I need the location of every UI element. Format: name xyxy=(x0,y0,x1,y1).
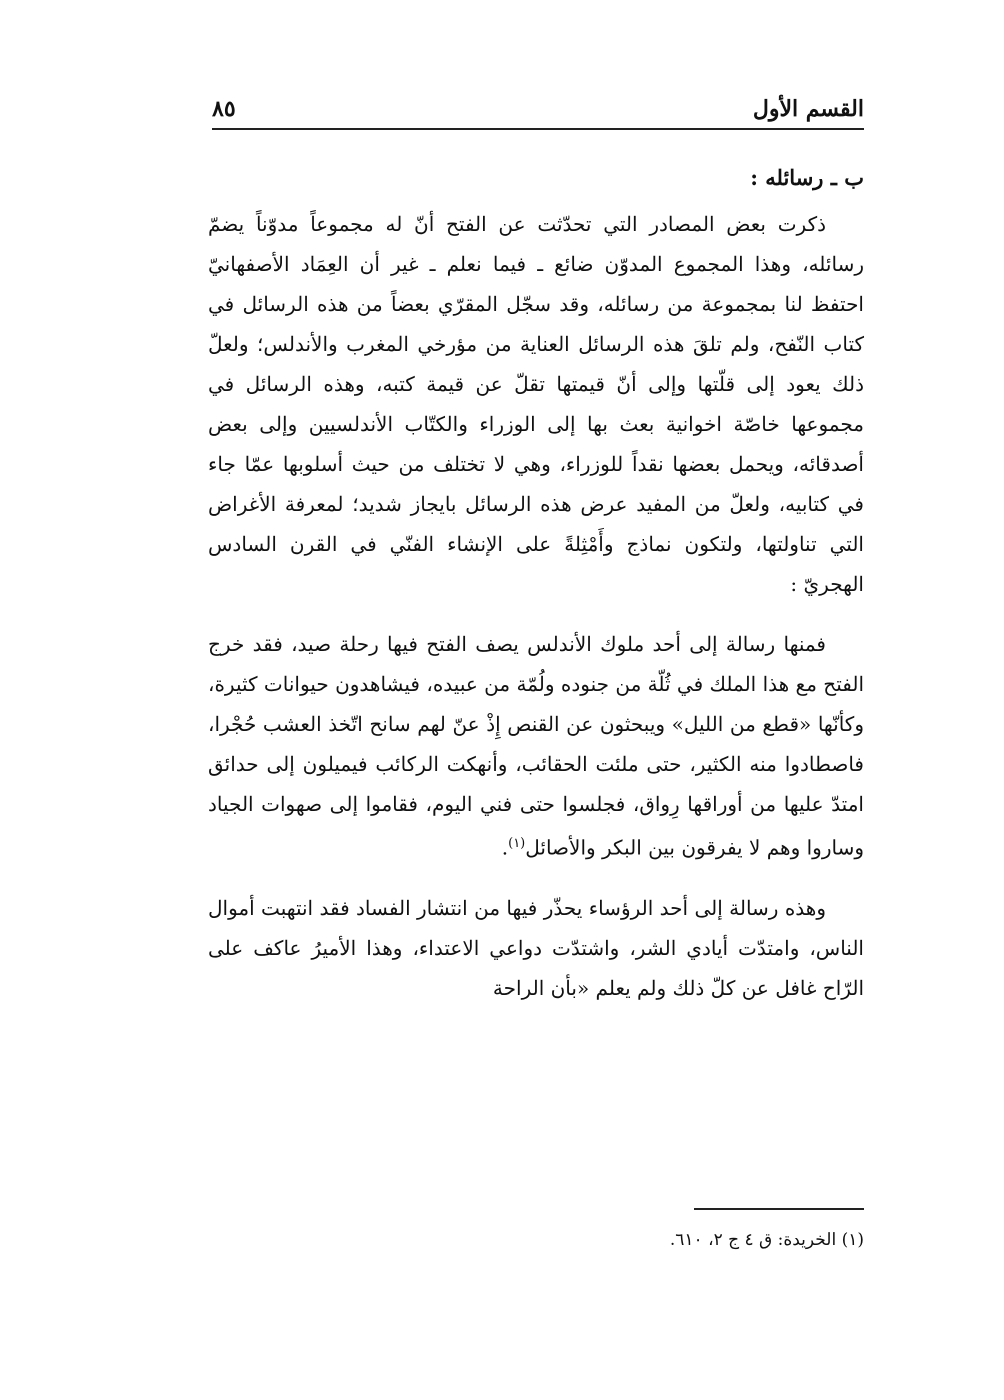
footnote-divider xyxy=(694,1208,864,1210)
page-number: ٨٥ xyxy=(212,96,236,122)
paragraph-2 xyxy=(208,624,864,868)
paragraph-2-text: فمنها رسالة إلى أحد ملوك الأندلس يصف الفتح فيها رحلة صيد، فقد خرج الفتح مع هذا الملك في ثُلّة من جنوده ولُمّة من عبيده، فيشاهدون حيوانات كثيرة، وكأنّها «قطع من الليل» ويبحثون عن القنص إِذْ عنّ لهم سانح اتّخذ العشب حُجْرا، فاصطادوا منه الكثير، حتى ملئت الحقائب، وأنهكت الركائب فيميلون إلى حدائق امتدّ عليها من أوراقها رِواق، فجلسوا حتى فني اليوم، فقاموا إلى صهوات الجياد وساروا وهم لا يفرقون بين البكر والأصائل xyxy=(208,632,864,860)
paragraph-2-end: . xyxy=(501,835,509,860)
paragraph-3: وهذه رسالة إلى أحد الرؤساء يحذّر فيها من انتشار الفساد فقد انتهبت أموال الناس، وامتدّت أيادي الشر، واشتدّت دواعي الاعتداء، وهذا الأميرُ عاكف على الرّاح غافل عن كلّ ذلك ولم يعلم «بأن الراحة xyxy=(208,895,864,1000)
footnote-reference: (١) xyxy=(508,836,526,851)
main-text xyxy=(208,158,864,1028)
section-heading: ب ـ رسائله : xyxy=(750,165,864,190)
running-title: القسم الأول xyxy=(752,96,864,122)
page-header xyxy=(212,88,864,130)
footnote: (١) الخريدة: ق ٤ ج ٢، ٦١٠. xyxy=(669,1230,864,1250)
paragraph-1: ذكرت بعض المصادر التي تحدّثت عن الفتح أنّ له مجموعاً مدوّناً يضمّ رسائله، وهذا المجموع المدوّن ضائع ـ فيما نعلم ـ غير أن العِمَاد الأصفهانيّ احتفظ لنا بمجموعة من رسائله، وقد سجّل المقرّي بعضاً من هذه الرسائل في كتاب النّفح، ولم تلقَ هذه الرسائل العناية من مؤرخي المغرب والأندلس؛ ولعلّ ذلك يعود إلى قلّتها وإلى أنّ قيمتها تقلّ عن قيمة كتبه، وهذه الرسائل في مجموعها خاصّة اخوانية بعث بها إلى الوزراء والكتّاب الأندلسيين وإلى بعض أصدقائه، ويحمل بعضها نقداً للوزراء، وهي لا تختلف من حيث أسلوبها عمّا جاء في كتابيه، ولعلّ من المفيد عرض هذه الرسائل بايجاز شديد؛ لمعرفة الأغراض التي تناولتها، ولتكون نماذج وأَمْثِلةً على الإنشاء الفنّي في القرن السادس الهجريّ : xyxy=(208,212,865,596)
